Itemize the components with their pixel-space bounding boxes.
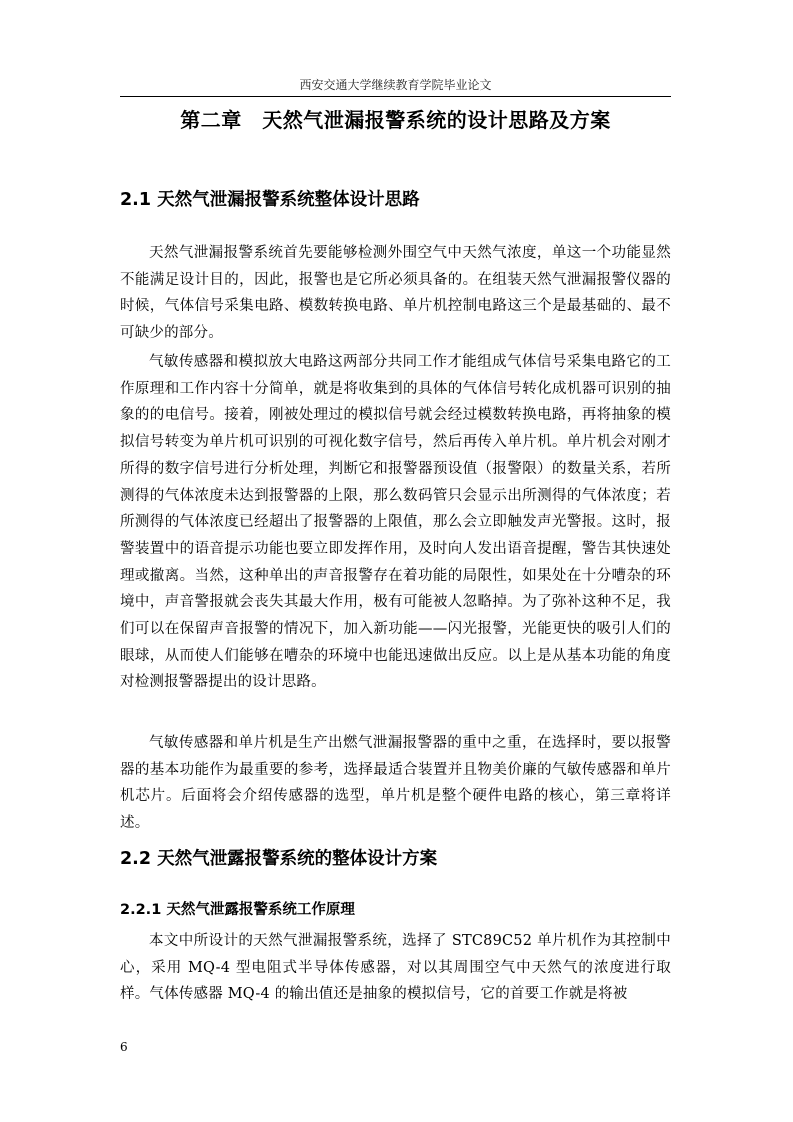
section-2-2-1-paragraph-1: 本文中所设计的天然气泄漏报警系统，选择了 STC89C52 单片机作为其控制中心，采用 MQ-4 型电阻式半导体传感器，对以其周围空气中天然气的浓度进行取样。气体传感器 MQ-4 的输出值还是抽象的模拟信号，它的首要工作就是将被: [120, 933, 671, 1003]
section-2-2-1-heading: 2.2.1 天然气泄露报警系统工作原理: [120, 902, 355, 918]
section-2-1-heading: 2.1 天然气泄漏报警系统整体设计思路: [120, 190, 420, 210]
chapter-title: 第二章 天然气泄漏报警系统的设计思路及方案: [180, 108, 611, 132]
section-2-2-heading: 2.2 天然气泄露报警系统的整体设计方案: [120, 849, 438, 869]
page-number: 6: [120, 1040, 128, 1054]
section-2-1-paragraph-2: 气敏传感器和模拟放大电路这两部分共同工作才能组成气体信号采集电路它的工作原理和工作内容十分简单，就是将收集到的具体的气体信号转化成机器可识别的抽象的的电信号。接着，刚被处理过的模拟信号就会经过模数转换电路，再将抽象的模拟信号转变为单片机可识别的可视化数字信号，然后再传入单片机。单片机会对刚才所得的数字信号进行分析处理，判断它和报警器预设值（报警限）的数量关系，若所测得的气体浓度未达到报警器的上限，那么数码管只会显示出所测得的气体浓度；若所测得的气体浓度已经超出了报警器的上限值，那么会立即触发声光警报。这时，报警装置中的语音提示功能也要立即发挥作用，及时向人发出语音提醒，警告其快速处理或撤离。当然，这种单出的声音报警存在着功能的局限性，如果处在十分嘈杂的环境中，声音警报就会丧失其最大作用，极有可能被人忽略掉。为了弥补这种不足，我们可以在保留声音报警的情况下，加入新功能——闪光报警，光能更快的吸引人们的眼球，从而使人们能够在嘈杂的环境中也能迅速做出反应。以上是从基本功能的角度对检测报警器提出的设计思路。: [120, 354, 671, 691]
section-2-1-paragraph-1: 天然气泄漏报警系统首先要能够检测外围空气中天然气浓度，单这一个功能显然不能满足设计目的，因此，报警也是它所必须具备的。在组装天然气泄漏报警仪器的时候，气体信号采集电路、模数转换电路、单片机控制电路这三个是最基础的、最不可缺少的部分。: [120, 245, 671, 342]
section-2-1-paragraph-3: 气敏传感器和单片机是生产出燃气泄漏报警器的重中之重，在选择时，要以报警器的基本功能作为最重要的参考，选择最适合装置并且物美价廉的气敏传感器和单片机芯片。后面将会介绍传感器的选型，单片机是整个硬件电路的核心，第三章将详述。: [120, 735, 671, 832]
header-divider: [120, 96, 671, 97]
running-header: 西安交通大学继续教育学院毕业论文: [299, 78, 492, 92]
